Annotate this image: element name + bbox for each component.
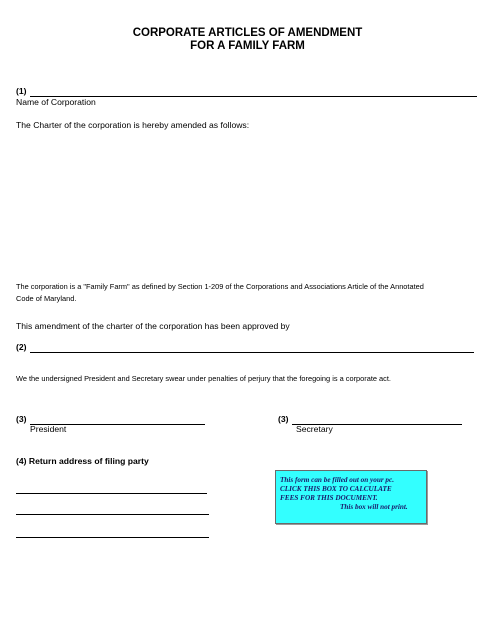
secretary-caption: Secretary bbox=[296, 424, 333, 434]
amendment-text-area[interactable] bbox=[16, 136, 478, 271]
corporation-name-field[interactable] bbox=[30, 96, 477, 97]
calculate-fees-button[interactable] bbox=[275, 470, 427, 524]
fees-box-line1: This form can be filled out on your pc. bbox=[280, 476, 395, 484]
secretary-number: (3) bbox=[278, 414, 289, 424]
oath-statement: We the undersigned President and Secretary swear under penalties of perjury that the foregoing is a corporate act. bbox=[16, 374, 391, 383]
family-farm-statement-line2: Code of Maryland. bbox=[16, 294, 77, 303]
fees-box-line4: This box will not print. bbox=[340, 503, 408, 511]
president-number: (3) bbox=[16, 414, 27, 424]
corporation-number: (1) bbox=[16, 86, 27, 96]
form-title-line1: CORPORATE ARTICLES OF AMENDMENT bbox=[132, 27, 363, 39]
approval-statement: This amendment of the charter of the corporation has been approved by bbox=[16, 321, 290, 331]
approval-number: (2) bbox=[16, 342, 27, 352]
family-farm-statement-line1: The corporation is a "Family Farm" as defined by Section 1-209 of the Corporations and Associations Article of the Annotated bbox=[16, 282, 424, 291]
return-address-line-2[interactable] bbox=[16, 514, 209, 515]
approval-field[interactable] bbox=[30, 352, 474, 353]
return-address-label: (4) Return address of filing party bbox=[16, 456, 149, 466]
fees-box-line3: FEES FOR THIS DOCUMENT. bbox=[280, 494, 378, 502]
return-address-line-1[interactable] bbox=[16, 493, 207, 494]
return-address-line-3[interactable] bbox=[16, 537, 209, 538]
charter-statement: The Charter of the corporation is hereby amended as follows: bbox=[16, 120, 250, 130]
president-caption: President bbox=[30, 424, 67, 434]
fees-box-line2: CLICK THIS BOX TO CALCULATE bbox=[280, 485, 392, 493]
corporation-name-caption: Name of Corporation bbox=[16, 97, 96, 107]
form-title-line2: FOR A FAMILY FARM bbox=[190, 40, 305, 52]
